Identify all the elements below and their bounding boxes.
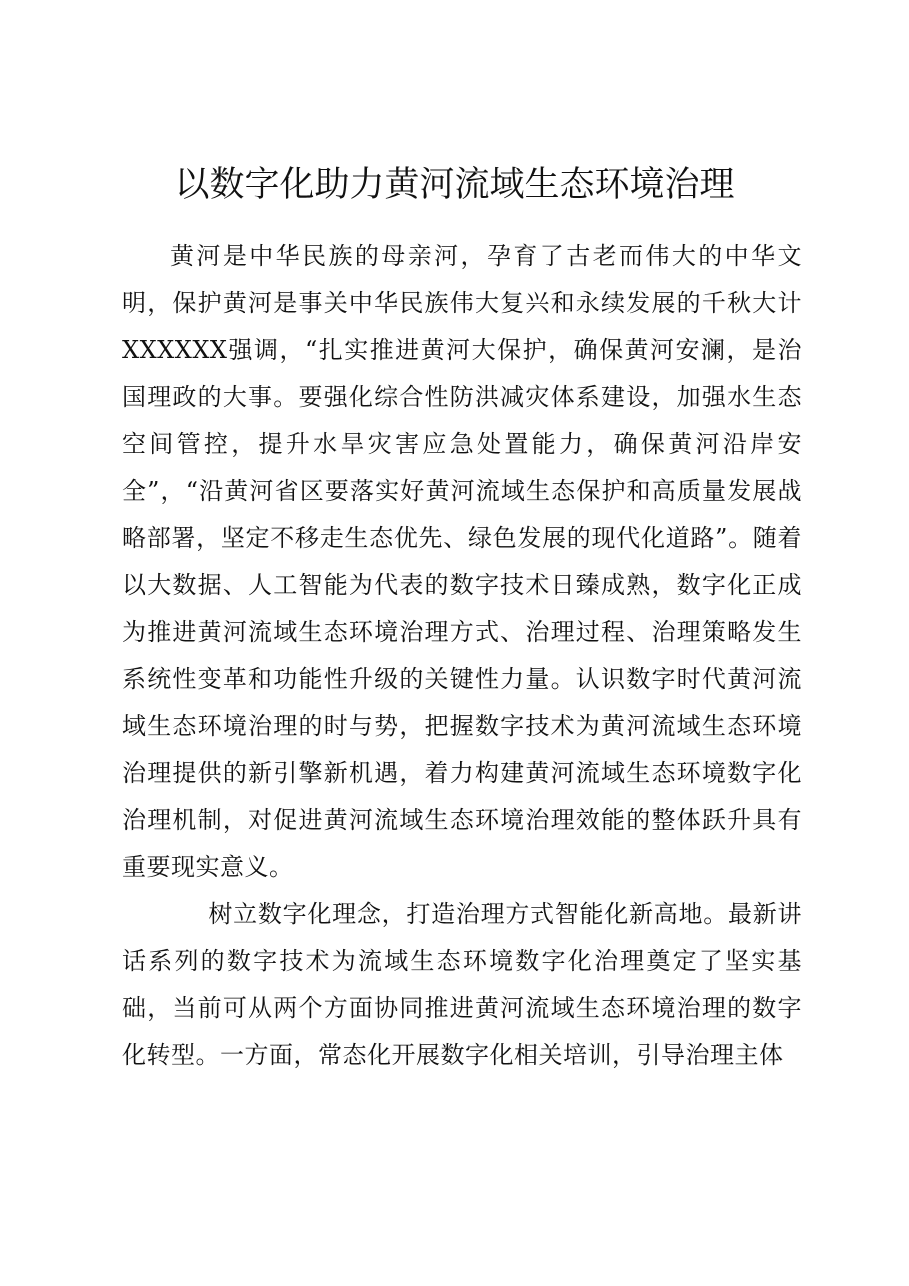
paragraph-digital-concept: 树立数字化理念，打造治理方式智能化新高地。最新讲话系列的数字技术为流域生态环境数字化治理奠定了坚实基础，当前可从两个方面协同推进黄河流域生态环境治理的数字化转型。一方面，常态化开展数字化相关培训，引导治理主体 — [122, 900, 802, 1069]
paragraph-intro: 黄河是中华民族的母亲河，孕育了古老而伟大的中华文明，保护黄河是事关中华民族伟大复兴和永续发展的千秋大计XXXXXX强调，“扎实推进黄河大保护，确保黄河安澜，是治国理政的大事。要强化综合性防洪减灾体系建设，加强水生态空间管控，提升水旱灾害应急处置能力，确保黄河沿岸安全”，“沿黄河省区要落实好黄河流域生态保护和高质量发展战略部署，坚定不移走生态优先、绿色发展的现代化道路”。随着以大数据、人工智能为代表的数字技术日臻成熟，数字化正成为推进黄河流域生态环境治理方式、治理过程、治理策略发生系统性变革和功能性升级的关键性力量。认识数字时代黄河流域生态环境治理的时与势，把握数字技术为黄河流域生态环境治理提供的新引擎新机遇，着力构建黄河流域生态环境数字化治理机制，对促进黄河流域生态环境治理效能的整体跃升具有重要现实意义。 — [122, 242, 802, 881]
document-title: 以数字化助力黄河流域生态环境治理 — [174, 165, 735, 205]
document-body — [122, 233, 802, 1079]
